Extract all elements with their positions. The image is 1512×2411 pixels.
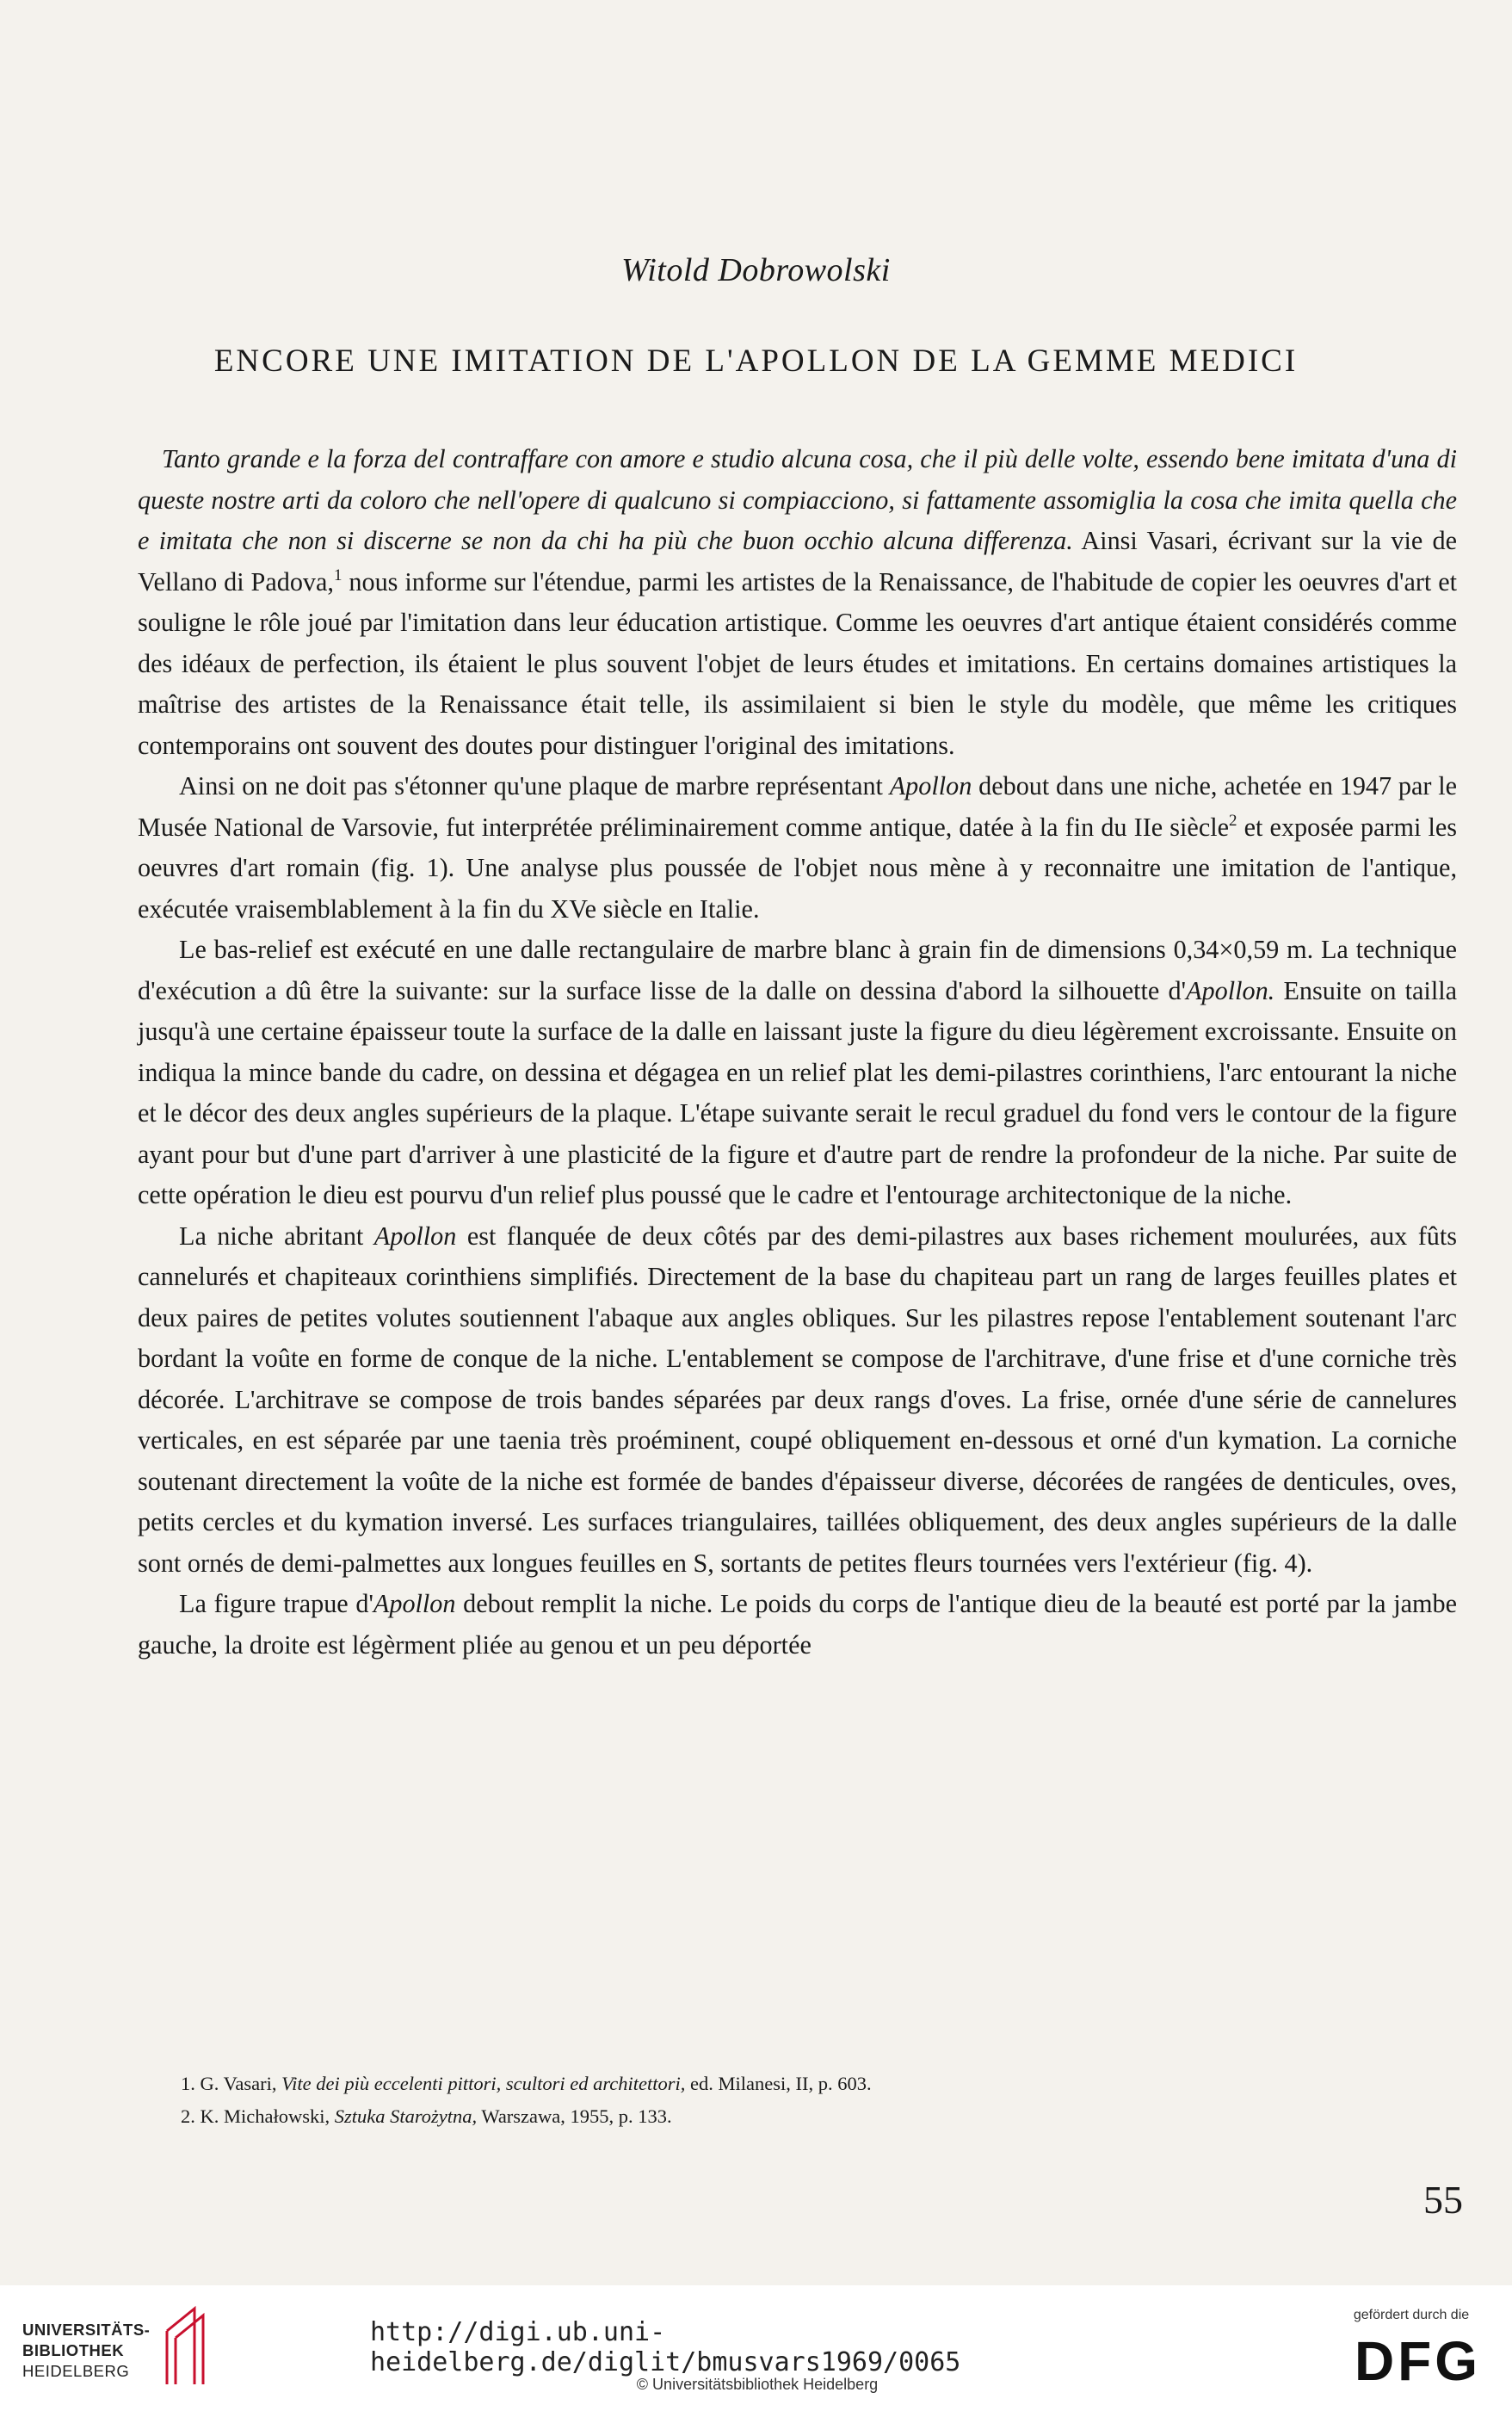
italic-term: Apollon xyxy=(373,1221,457,1251)
paragraph-text: debout remplit la niche. Le poids du corps de l'antique dieu de la beauté est porté par la jambe gauche, la droite est légèrment pliée au genou et un peu déportée xyxy=(138,1589,1458,1660)
vasari-quote: Tanto grande e la forza del contraffare con amore e studio alcuna cosa, che il più delle volte, essendo bene imitata d'una di queste nostre arti da coloro che nell'opere di qualcuno si compiacciono, si fattamente assomiglia la cosa che imita quella che e imitata che non si discerne se non da chi ha più che buon occhio alcuna differenza. xyxy=(138,444,1457,555)
page-number: 55 xyxy=(1423,2178,1463,2222)
source-url-link[interactable]: http://digi.ub.uni-heidelberg.de/diglit/bmusvars1969/0065 xyxy=(370,2317,961,2377)
dfg-logo: DFG xyxy=(1354,2330,1482,2392)
footnote-text: 2. K. Michałowski, xyxy=(181,2105,335,2127)
paragraph-text: La niche abritant xyxy=(179,1221,374,1251)
library-logo-text xyxy=(22,2320,150,2382)
copyright-notice: © Universitätsbibliothek Heidelberg xyxy=(636,2376,879,2393)
paragraph-1 xyxy=(138,439,1457,766)
paragraph-text: est flanquée de deux côtés par des demi-pilastres aux bases richement moulurées, aux fûts cannelurés et chapiteaux corinthiens simplifiés. Directement de la base du chapiteau part un rang de larges feuilles plates et deux paires de petites volutes soutiennent l'abaque aux angles obliques. Sur les pilastres repose l'entablement soutenant l'arc bordant la voûte en forme de conque de la niche. L'entablement se compose de l'architrave, d'une frise et d'une corniche très décorée. L'architrave se compose de trois bandes séparées par deux rangs d'oves. La frise, ornée d'une série de cannelures verticales, en est séparée par une taenia très proéminent, coupé obliquement en-dessous et orné d'un kymation. La corniche soutenant directement la voûte de la niche est formée de bandes d'épaisseur diverse, décorées de rangées de denticules, oves, petits cercles et du kymation inversé. Les surfaces triangulaires, taillées obliquement, des deux angles supérieurs de la dalle sont ornés de demi-palmettes aux longues feuilles en S, sortants de petites fleurs tournées vers l'extérieur (fig. 4). xyxy=(138,1221,1457,1578)
paragraph-text: Ainsi Vasari, écrivant sur la vie de Vellano di Padova, xyxy=(138,526,1457,597)
footnote-work-title: Sztuka Starożytna, xyxy=(334,2105,478,2127)
footnote-2 xyxy=(138,2100,1457,2133)
footnote-ref-1: 1 xyxy=(333,566,343,584)
footnote-text: ed. Milanesi, II, p. 603. xyxy=(685,2073,872,2094)
footnote-work-title: Vite dei più eccelenti pittori, scultori ed architettori, xyxy=(281,2073,686,2094)
author-name: Witold Dobrowolski xyxy=(621,252,891,288)
paragraph-5 xyxy=(138,1584,1457,1666)
paragraph-text: Le bas-relief est exécuté en une dalle rectangulaire de marbre blanc à grain fin de dimensions 0,34×0,59 m. La technique d'exécution a dû être la suivante: sur la surface lisse de la dalle on dessina d'abord la silhouette d' xyxy=(138,935,1457,1005)
paragraph-text: La figure trapue d' xyxy=(179,1589,373,1618)
paragraph-4 xyxy=(138,1216,1457,1585)
library-name-line: HEIDELBERG xyxy=(22,2362,130,2380)
italic-term: Apollon xyxy=(889,771,972,801)
paragraph-text: debout dans une niche, achetée en 1947 par le Musée National de Varsovie, fut interprétée préliminairement comme antique, datée à la fin du IIe siècle xyxy=(138,771,1458,842)
paragraph-text: Ensuite on tailla jusqu'à une certaine épaisseur toute la surface de la dalle en laissant juste la figure du dieu légèrement excroissante. Ensuite on indiqua la mince bande du cadre, on dessina et dégagea en un relief plat les demi-pilastres corinthiens, l'arc entourant la niche et le décor des deux angles supérieurs de la plaque. L'étape suivante serait le recul graduel du fond vers le contour de la figure ayant pour but d'une part d'arriver à une plasticité de la figure et d'autre part de rendre la profondeur de la niche. Par suite de cette opération le dieu est pourvu d'un relief plus poussé que le cadre et l'entourage architectonique de la niche. xyxy=(138,975,1457,1209)
library-name-line: BIBLIOTHEK xyxy=(22,2341,125,2359)
italic-term: Apollon xyxy=(373,1589,456,1618)
footnotes xyxy=(138,2068,1457,2133)
paragraph-text: Ainsi on ne doit pas s'étonner qu'une plaque de marbre représentant xyxy=(179,771,890,801)
footnote-text: 1. G. Vasari, xyxy=(181,2073,282,2094)
footnote-text: Warszawa, 1955, p. 133. xyxy=(477,2105,672,2127)
article-body xyxy=(138,439,1457,1666)
paragraph-text: nous informe sur l'étendue, parmi les artistes de la Renaissance, de l'habitude de copier les oeuvres d'art et souligne le rôle joué par l'imitation dans leur éducation artistique. Comme les oeuvres d'art antique étaient considérés comme des idéaux de perfection, ils étaient le plus souvent l'objet de leurs études et imitations. En certains domaines artistiques la maîtrise des artistes de la Renaissance était telle, ils assimilaient si bien le style du modèle, que même les critiques contemporains ont souvent des doutes pour distinguer l'original des imitations. xyxy=(138,566,1457,760)
footnote-ref-2: 2 xyxy=(1229,811,1237,830)
library-emblem-icon xyxy=(160,2305,212,2388)
library-name-line: UNIVERSITÄTS- xyxy=(22,2321,151,2339)
footnote-1 xyxy=(138,2068,1457,2100)
funding-note: gefördert durch die xyxy=(1353,2308,1470,2322)
article-title: ENCORE UNE IMITATION DE L'APOLLON DE LA GEMME MEDICI xyxy=(213,343,1299,379)
italic-term: Apollon. xyxy=(1186,975,1275,1005)
paragraph-3 xyxy=(138,930,1457,1216)
paragraph-text: et exposée parmi les oeuvres d'art romain (fig. 1). Une analyse plus poussée de l'objet nous mène à y reconnaitre une imitation de l'antique, exécutée vraisemblablement à la fin du XVe siècle en Italie. xyxy=(138,812,1457,924)
paragraph-2 xyxy=(138,766,1457,930)
